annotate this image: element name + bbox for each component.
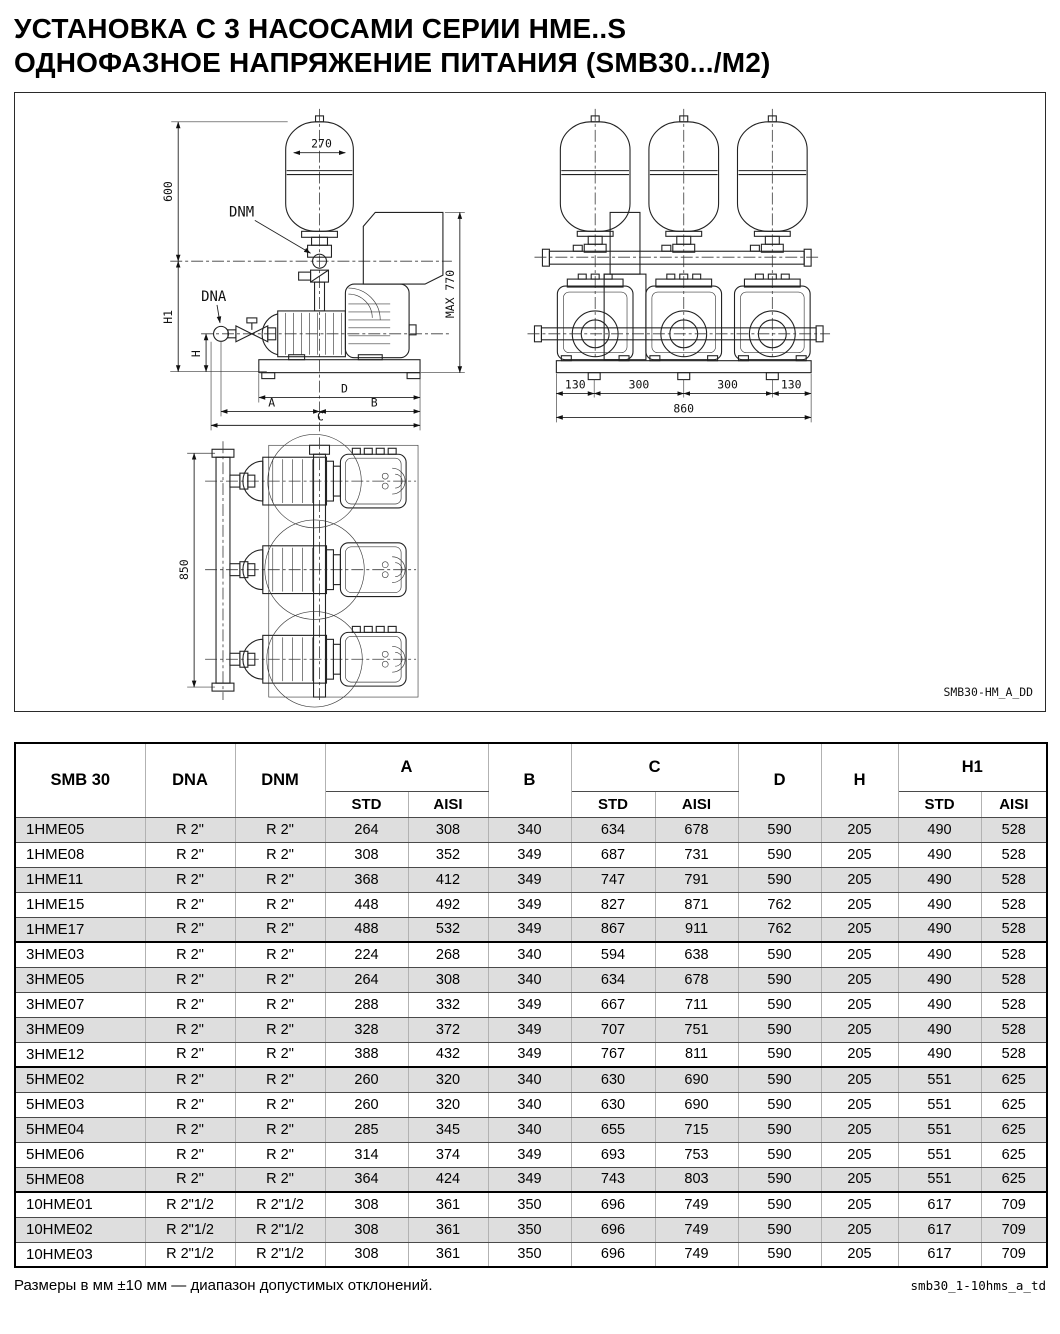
dim-tank-diameter: 270 bbox=[311, 136, 332, 151]
cell-h1-std: 490 bbox=[898, 967, 981, 992]
table-row bbox=[15, 817, 1047, 842]
cell-dnm: R 2" bbox=[235, 1167, 325, 1192]
cell-h: 205 bbox=[821, 892, 898, 917]
cell-h1-aisi: 625 bbox=[981, 1167, 1047, 1192]
cell-h1-std: 490 bbox=[898, 867, 981, 892]
cell-a-std: 488 bbox=[325, 917, 408, 942]
cell-model: 5HME08 bbox=[15, 1167, 145, 1192]
cell-a-aisi: 361 bbox=[408, 1217, 488, 1242]
cell-c-std: 867 bbox=[571, 917, 655, 942]
dim-total-width: 860 bbox=[673, 401, 695, 416]
cell-model: 5HME02 bbox=[15, 1067, 145, 1092]
cell-c-aisi: 711 bbox=[655, 992, 738, 1017]
dnm-label: DNM bbox=[228, 204, 255, 221]
cell-d: 590 bbox=[738, 1092, 821, 1117]
cell-dna: R 2"1/2 bbox=[145, 1242, 235, 1267]
cell-c-std: 696 bbox=[571, 1192, 655, 1217]
cell-model: 1HME11 bbox=[15, 867, 145, 892]
cell-dnm: R 2" bbox=[235, 1092, 325, 1117]
cell-c-std: 667 bbox=[571, 992, 655, 1017]
header-dnm: DNM bbox=[235, 743, 325, 817]
table-row bbox=[15, 917, 1047, 942]
cell-c-std: 630 bbox=[571, 1092, 655, 1117]
subheader-h1-std: STD bbox=[898, 791, 981, 817]
cell-a-aisi: 432 bbox=[408, 1042, 488, 1067]
cell-b: 340 bbox=[488, 967, 571, 992]
cell-h1-aisi: 709 bbox=[981, 1217, 1047, 1242]
dim-600: 600 bbox=[161, 181, 176, 202]
cell-c-aisi: 803 bbox=[655, 1167, 738, 1192]
cell-dna: R 2"1/2 bbox=[145, 1217, 235, 1242]
cell-d: 762 bbox=[738, 892, 821, 917]
cell-model: 3HME05 bbox=[15, 967, 145, 992]
cell-dna: R 2" bbox=[145, 1042, 235, 1067]
cell-d: 590 bbox=[738, 1242, 821, 1267]
cell-dnm: R 2" bbox=[235, 942, 325, 967]
cell-h1-std: 617 bbox=[898, 1217, 981, 1242]
cell-h1-std: 551 bbox=[898, 1167, 981, 1192]
subheader-c-std: STD bbox=[571, 791, 655, 817]
subheader-a-aisi: AISI bbox=[408, 791, 488, 817]
cell-dnm: R 2" bbox=[235, 1017, 325, 1042]
cell-b: 350 bbox=[488, 1192, 571, 1217]
cell-d: 590 bbox=[738, 1117, 821, 1142]
cell-dnm: R 2" bbox=[235, 1117, 325, 1142]
table-row bbox=[15, 992, 1047, 1017]
table-row bbox=[15, 1067, 1047, 1092]
cell-h1-aisi: 528 bbox=[981, 917, 1047, 942]
cell-c-std: 827 bbox=[571, 892, 655, 917]
cell-dna: R 2" bbox=[145, 842, 235, 867]
cell-h1-std: 490 bbox=[898, 992, 981, 1017]
table-row bbox=[15, 942, 1047, 967]
cell-a-aisi: 332 bbox=[408, 992, 488, 1017]
cell-c-aisi: 751 bbox=[655, 1017, 738, 1042]
cell-c-aisi: 911 bbox=[655, 917, 738, 942]
cell-c-aisi: 749 bbox=[655, 1192, 738, 1217]
cell-c-aisi: 811 bbox=[655, 1042, 738, 1067]
cell-c-aisi: 678 bbox=[655, 967, 738, 992]
cell-h: 205 bbox=[821, 1017, 898, 1042]
cell-a-aisi: 532 bbox=[408, 917, 488, 942]
dim-c: C bbox=[317, 409, 324, 424]
table-body bbox=[15, 817, 1047, 1267]
cell-model: 5HME04 bbox=[15, 1117, 145, 1142]
cell-a-std: 308 bbox=[325, 1192, 408, 1217]
cell-c-std: 687 bbox=[571, 842, 655, 867]
cell-a-aisi: 320 bbox=[408, 1092, 488, 1117]
cell-h1-std: 617 bbox=[898, 1192, 981, 1217]
drawing-code: SMB30-HM_A_DD bbox=[943, 685, 1034, 700]
cell-dna: R 2" bbox=[145, 1017, 235, 1042]
cell-dna: R 2"1/2 bbox=[145, 1192, 235, 1217]
cell-dnm: R 2"1/2 bbox=[235, 1217, 325, 1242]
dim-h1: H1 bbox=[161, 310, 176, 324]
footer-code: smb30_1-10hms_a_td bbox=[910, 1278, 1046, 1293]
cell-model: 3HME03 bbox=[15, 942, 145, 967]
cell-c-std: 747 bbox=[571, 867, 655, 892]
cell-dnm: R 2" bbox=[235, 967, 325, 992]
cell-a-std: 288 bbox=[325, 992, 408, 1017]
cell-c-aisi: 749 bbox=[655, 1217, 738, 1242]
cell-c-std: 634 bbox=[571, 817, 655, 842]
cell-a-std: 260 bbox=[325, 1092, 408, 1117]
cell-h1-aisi: 709 bbox=[981, 1192, 1047, 1217]
cell-c-std: 693 bbox=[571, 1142, 655, 1167]
cell-h: 205 bbox=[821, 967, 898, 992]
cell-h: 205 bbox=[821, 917, 898, 942]
cell-a-std: 308 bbox=[325, 1217, 408, 1242]
cell-h: 205 bbox=[821, 1242, 898, 1267]
cell-model: 3HME12 bbox=[15, 1042, 145, 1067]
cell-b: 349 bbox=[488, 917, 571, 942]
drawing-svg bbox=[15, 93, 1044, 710]
cell-model: 1HME15 bbox=[15, 892, 145, 917]
cell-a-aisi: 308 bbox=[408, 967, 488, 992]
table-row bbox=[15, 1142, 1047, 1167]
cell-h1-aisi: 709 bbox=[981, 1242, 1047, 1267]
cell-h: 205 bbox=[821, 1192, 898, 1217]
cell-dna: R 2" bbox=[145, 817, 235, 842]
cell-b: 349 bbox=[488, 1167, 571, 1192]
cell-h: 205 bbox=[821, 1092, 898, 1117]
cell-c-aisi: 690 bbox=[655, 1067, 738, 1092]
cell-b: 340 bbox=[488, 1092, 571, 1117]
table-row bbox=[15, 1092, 1047, 1117]
subheader-a-std: STD bbox=[325, 791, 408, 817]
cell-d: 590 bbox=[738, 1142, 821, 1167]
cell-h1-std: 490 bbox=[898, 842, 981, 867]
cell-c-aisi: 749 bbox=[655, 1242, 738, 1267]
cell-h1-std: 490 bbox=[898, 917, 981, 942]
page-title bbox=[14, 12, 1046, 80]
page-title-line1: УСТАНОВКА С 3 НАСОСАМИ СЕРИИ HME..S bbox=[14, 13, 627, 44]
cell-c-std: 743 bbox=[571, 1167, 655, 1192]
cell-dna: R 2" bbox=[145, 917, 235, 942]
cell-h: 205 bbox=[821, 1042, 898, 1067]
table-row bbox=[15, 967, 1047, 992]
dim-h: H bbox=[189, 350, 204, 358]
cell-c-aisi: 690 bbox=[655, 1092, 738, 1117]
cell-d: 590 bbox=[738, 1217, 821, 1242]
header-dna: DNA bbox=[145, 743, 235, 817]
cell-a-aisi: 372 bbox=[408, 1017, 488, 1042]
cell-d: 590 bbox=[738, 1192, 821, 1217]
cell-a-std: 264 bbox=[325, 817, 408, 842]
cell-d: 590 bbox=[738, 842, 821, 867]
table-row bbox=[15, 867, 1047, 892]
cell-h1-std: 551 bbox=[898, 1142, 981, 1167]
cell-a-aisi: 361 bbox=[408, 1242, 488, 1267]
front-view-drawing bbox=[528, 109, 831, 422]
cell-h1-std: 617 bbox=[898, 1242, 981, 1267]
cell-d: 590 bbox=[738, 817, 821, 842]
cell-d: 590 bbox=[738, 1042, 821, 1067]
cell-h: 205 bbox=[821, 817, 898, 842]
cell-b: 349 bbox=[488, 842, 571, 867]
cell-h1-aisi: 528 bbox=[981, 942, 1047, 967]
cell-h: 205 bbox=[821, 1167, 898, 1192]
page-footer bbox=[14, 1277, 1046, 1294]
cell-a-std: 260 bbox=[325, 1067, 408, 1092]
header-d: D bbox=[738, 743, 821, 817]
cell-a-std: 328 bbox=[325, 1017, 408, 1042]
cell-c-std: 696 bbox=[571, 1242, 655, 1267]
table-row bbox=[15, 892, 1047, 917]
cell-h1-aisi: 528 bbox=[981, 892, 1047, 917]
cell-d: 590 bbox=[738, 867, 821, 892]
subheader-c-aisi: AISI bbox=[655, 791, 738, 817]
cell-model: 10HME03 bbox=[15, 1242, 145, 1267]
cell-b: 349 bbox=[488, 867, 571, 892]
cell-dna: R 2" bbox=[145, 942, 235, 967]
cell-h1-std: 490 bbox=[898, 817, 981, 842]
cell-dna: R 2" bbox=[145, 967, 235, 992]
cell-a-std: 285 bbox=[325, 1117, 408, 1142]
cell-h1-aisi: 528 bbox=[981, 967, 1047, 992]
cell-c-std: 655 bbox=[571, 1117, 655, 1142]
cell-h1-aisi: 528 bbox=[981, 1042, 1047, 1067]
table-row bbox=[15, 1192, 1047, 1217]
cell-model: 5HME06 bbox=[15, 1142, 145, 1167]
cell-d: 590 bbox=[738, 1017, 821, 1042]
cell-a-std: 364 bbox=[325, 1167, 408, 1192]
cell-h1-std: 490 bbox=[898, 942, 981, 967]
cell-model: 3HME07 bbox=[15, 992, 145, 1017]
cell-dnm: R 2"1/2 bbox=[235, 1192, 325, 1217]
cell-dnm: R 2" bbox=[235, 817, 325, 842]
cell-dna: R 2" bbox=[145, 1117, 235, 1142]
cell-model: 10HME02 bbox=[15, 1217, 145, 1242]
top-view-drawing bbox=[177, 434, 418, 707]
cell-a-std: 368 bbox=[325, 867, 408, 892]
cell-model: 5HME03 bbox=[15, 1092, 145, 1117]
table-row bbox=[15, 842, 1047, 867]
table-row bbox=[15, 1042, 1047, 1067]
cell-d: 590 bbox=[738, 942, 821, 967]
cell-b: 350 bbox=[488, 1217, 571, 1242]
cell-b: 340 bbox=[488, 817, 571, 842]
cell-dnm: R 2" bbox=[235, 1042, 325, 1067]
cell-d: 590 bbox=[738, 967, 821, 992]
cell-h: 205 bbox=[821, 1117, 898, 1142]
cell-h1-aisi: 625 bbox=[981, 1117, 1047, 1142]
cell-b: 350 bbox=[488, 1242, 571, 1267]
header-c: C bbox=[571, 743, 738, 791]
cell-h: 205 bbox=[821, 1142, 898, 1167]
cell-dna: R 2" bbox=[145, 1142, 235, 1167]
cell-b: 340 bbox=[488, 1117, 571, 1142]
cell-dna: R 2" bbox=[145, 867, 235, 892]
technical-drawing bbox=[14, 92, 1046, 712]
table-row bbox=[15, 1017, 1047, 1042]
cell-h: 205 bbox=[821, 842, 898, 867]
cell-c-aisi: 678 bbox=[655, 817, 738, 842]
cell-b: 340 bbox=[488, 942, 571, 967]
cell-dnm: R 2" bbox=[235, 892, 325, 917]
cell-b: 349 bbox=[488, 1142, 571, 1167]
dim-max-770: MAX 770 bbox=[442, 269, 457, 319]
header-a: A bbox=[325, 743, 488, 791]
footer-note: Размеры в мм ±10 мм — диапазон допустимых отклонений. bbox=[14, 1277, 433, 1294]
cell-a-aisi: 361 bbox=[408, 1192, 488, 1217]
table-row bbox=[15, 1217, 1047, 1242]
cell-model: 1HME17 bbox=[15, 917, 145, 942]
header-b: B bbox=[488, 743, 571, 817]
cell-h1-std: 551 bbox=[898, 1092, 981, 1117]
dna-label: DNA bbox=[201, 288, 227, 305]
cell-b: 349 bbox=[488, 1017, 571, 1042]
table-row bbox=[15, 1242, 1047, 1267]
header-h: H bbox=[821, 743, 898, 817]
cell-c-std: 696 bbox=[571, 1217, 655, 1242]
cell-h1-std: 490 bbox=[898, 1042, 981, 1067]
cell-dna: R 2" bbox=[145, 1092, 235, 1117]
cell-model: 3HME09 bbox=[15, 1017, 145, 1042]
cell-a-std: 448 bbox=[325, 892, 408, 917]
cell-h1-aisi: 528 bbox=[981, 867, 1047, 892]
cell-c-std: 767 bbox=[571, 1042, 655, 1067]
cell-b: 349 bbox=[488, 992, 571, 1017]
cell-b: 349 bbox=[488, 1042, 571, 1067]
cell-d: 590 bbox=[738, 992, 821, 1017]
cell-a-aisi: 492 bbox=[408, 892, 488, 917]
cell-c-std: 634 bbox=[571, 967, 655, 992]
cell-c-aisi: 731 bbox=[655, 842, 738, 867]
dim-850: 850 bbox=[177, 559, 192, 581]
cell-b: 340 bbox=[488, 1067, 571, 1092]
cell-a-aisi: 308 bbox=[408, 817, 488, 842]
cell-a-aisi: 412 bbox=[408, 867, 488, 892]
cell-a-std: 308 bbox=[325, 842, 408, 867]
dim-spacing-4: 130 bbox=[780, 377, 802, 392]
cell-dna: R 2" bbox=[145, 1167, 235, 1192]
cell-dnm: R 2" bbox=[235, 992, 325, 1017]
cell-d: 762 bbox=[738, 917, 821, 942]
cell-a-std: 224 bbox=[325, 942, 408, 967]
dim-b: B bbox=[370, 395, 378, 410]
cell-c-aisi: 638 bbox=[655, 942, 738, 967]
cell-c-std: 630 bbox=[571, 1067, 655, 1092]
cell-dnm: R 2" bbox=[235, 1067, 325, 1092]
table-row bbox=[15, 1167, 1047, 1192]
dim-spacing-3: 300 bbox=[717, 377, 738, 392]
cell-dna: R 2" bbox=[145, 1067, 235, 1092]
cell-model: 10HME01 bbox=[15, 1192, 145, 1217]
cell-model: 1HME05 bbox=[15, 817, 145, 842]
cell-h1-std: 551 bbox=[898, 1067, 981, 1092]
cell-a-aisi: 320 bbox=[408, 1067, 488, 1092]
cell-h1-std: 551 bbox=[898, 1117, 981, 1142]
cell-h1-aisi: 528 bbox=[981, 817, 1047, 842]
cell-a-aisi: 374 bbox=[408, 1142, 488, 1167]
cell-h1-aisi: 528 bbox=[981, 992, 1047, 1017]
dim-a: A bbox=[268, 395, 276, 410]
dim-d: D bbox=[340, 381, 348, 396]
cell-c-std: 707 bbox=[571, 1017, 655, 1042]
cell-a-aisi: 268 bbox=[408, 942, 488, 967]
header-model: SMB 30 bbox=[15, 743, 145, 817]
cell-a-std: 308 bbox=[325, 1242, 408, 1267]
cell-c-aisi: 871 bbox=[655, 892, 738, 917]
cell-dna: R 2" bbox=[145, 892, 235, 917]
cell-b: 349 bbox=[488, 892, 571, 917]
side-view-drawing bbox=[161, 109, 465, 431]
cell-dnm: R 2" bbox=[235, 917, 325, 942]
dim-spacing-2: 300 bbox=[628, 377, 650, 392]
cell-h: 205 bbox=[821, 942, 898, 967]
cell-dna: R 2" bbox=[145, 992, 235, 1017]
cell-c-aisi: 753 bbox=[655, 1142, 738, 1167]
dim-spacing-1: 130 bbox=[564, 377, 586, 392]
cell-a-aisi: 424 bbox=[408, 1167, 488, 1192]
cell-a-std: 314 bbox=[325, 1142, 408, 1167]
subheader-h1-aisi: AISI bbox=[981, 791, 1047, 817]
cell-h1-std: 490 bbox=[898, 892, 981, 917]
cell-h: 205 bbox=[821, 1217, 898, 1242]
cell-dnm: R 2" bbox=[235, 867, 325, 892]
cell-h1-aisi: 528 bbox=[981, 842, 1047, 867]
dimensions-table bbox=[14, 742, 1048, 1268]
cell-dnm: R 2" bbox=[235, 1142, 325, 1167]
cell-h1-std: 490 bbox=[898, 1017, 981, 1042]
cell-d: 590 bbox=[738, 1167, 821, 1192]
cell-h: 205 bbox=[821, 867, 898, 892]
cell-a-std: 264 bbox=[325, 967, 408, 992]
cell-h1-aisi: 625 bbox=[981, 1092, 1047, 1117]
cell-h1-aisi: 528 bbox=[981, 1017, 1047, 1042]
cell-dnm: R 2" bbox=[235, 842, 325, 867]
cell-h1-aisi: 625 bbox=[981, 1142, 1047, 1167]
cell-a-aisi: 345 bbox=[408, 1117, 488, 1142]
cell-h1-aisi: 625 bbox=[981, 1067, 1047, 1092]
cell-h: 205 bbox=[821, 992, 898, 1017]
cell-a-std: 388 bbox=[325, 1042, 408, 1067]
cell-model: 1HME08 bbox=[15, 842, 145, 867]
cell-c-std: 594 bbox=[571, 942, 655, 967]
cell-c-aisi: 791 bbox=[655, 867, 738, 892]
cell-dnm: R 2"1/2 bbox=[235, 1242, 325, 1267]
cell-d: 590 bbox=[738, 1067, 821, 1092]
cell-h: 205 bbox=[821, 1067, 898, 1092]
cell-c-aisi: 715 bbox=[655, 1117, 738, 1142]
cell-a-aisi: 352 bbox=[408, 842, 488, 867]
page-title-line2: ОДНОФАЗНОЕ НАПРЯЖЕНИЕ ПИТАНИЯ (SMB30.../M2) bbox=[14, 47, 771, 78]
header-h1: H1 bbox=[898, 743, 1047, 791]
table-row bbox=[15, 1117, 1047, 1142]
